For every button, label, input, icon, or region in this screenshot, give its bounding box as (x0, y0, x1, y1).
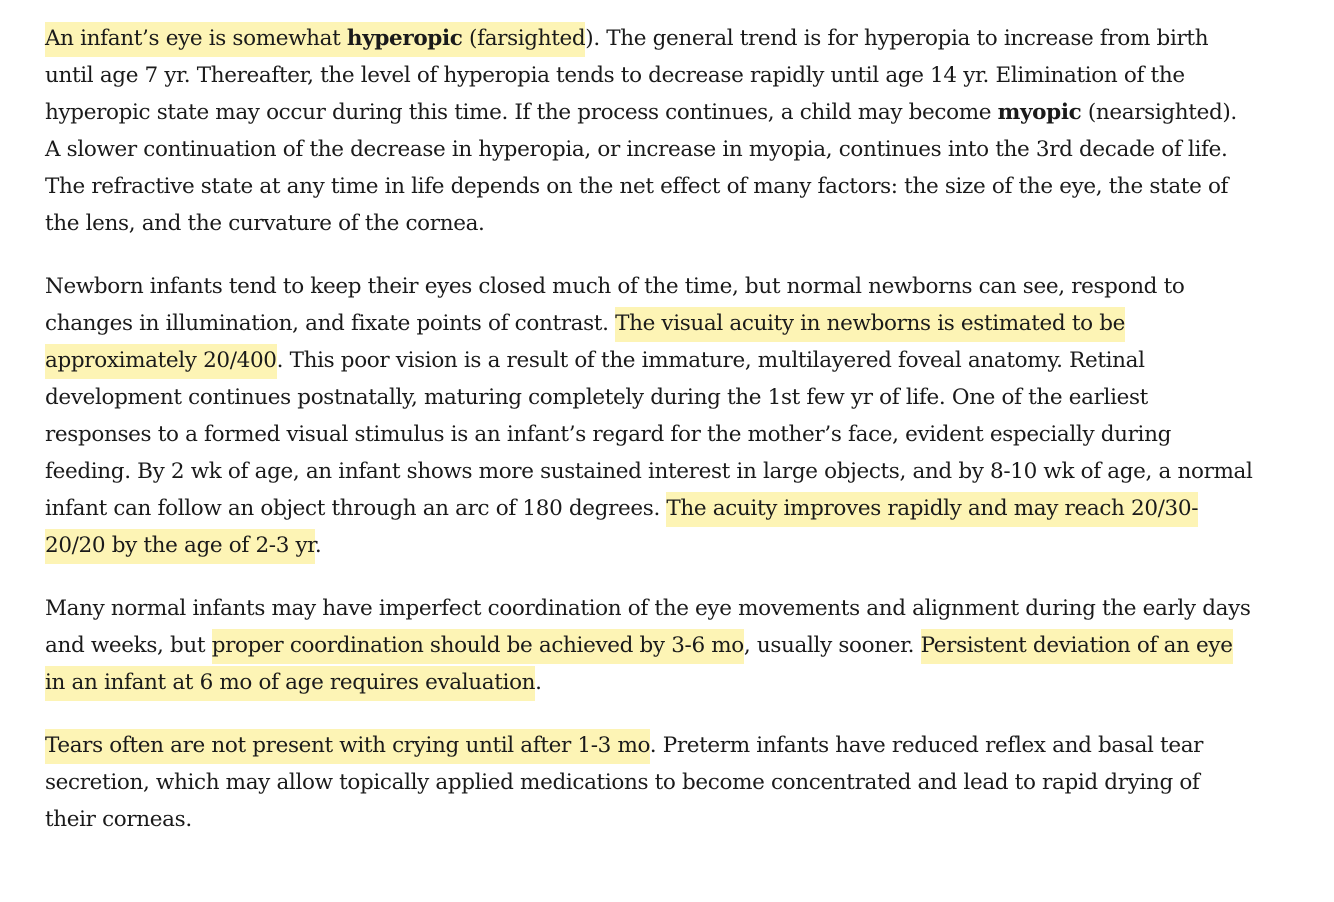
body-text: (nearsighted). A slower continuation of the decrease in hyperopia, or increase in myopia, continues into the 3rd decade of life. The refractive state at any time in life depends on the net effect of many factors: the size of the eye, the state of the lens, and the curvature of the cornea. (45, 100, 1237, 236)
highlighted-text[interactable]: Tears often are not present with crying until after 1-3 mo (45, 729, 650, 764)
highlighted-text[interactable]: Persistent deviation of an eye in an infant at 6 mo of age requires evaluation (45, 629, 1233, 701)
body-text: . (535, 670, 542, 695)
highlighted-text[interactable]: The visual acuity in newborns is estimated to be approximately 20/400 (45, 307, 1125, 379)
body-text: . This poor vision is a result of the immature, multilayered foveal anatomy. Retinal development continues postnatally, maturing completely during the 1st few yr of life. One of the earliest responses to a formed visual stimulus is an infant’s regard for the mother’s face, evident especially during feeding. By 2 wk of age, an infant shows more sustained interest in large objects, and by 8-10 wk of age, a normal infant can follow an object through an arc of 180 degrees. (45, 348, 1253, 521)
body-text: Newborn infants tend to keep their eyes closed much of the time, but normal newborns can see, respond to changes in illumination, and fixate points of contrast. (45, 274, 1185, 336)
bold-term-myopic: myopic (997, 100, 1082, 125)
body-text: ). The general trend is for hyperopia to increase from birth until age 7 yr. Thereafter, the level of hyperopia tends to decrease rapidly until age 14 yr. Elimination of the hyperopic state may occur during this time. If the process continues, a child may become (45, 26, 1209, 125)
body-text: . (314, 533, 322, 558)
body-text: . Preterm infants have reduced reflex and basal tear secretion, which may allow topically applied medications to become concentrated and lead to rapid drying of their corneas. (45, 733, 1204, 832)
paragraph-coordination (45, 590, 1255, 701)
document-body (45, 20, 1255, 864)
highlighted-text[interactable]: An infant’s eye is somewhat (45, 22, 347, 57)
bold-term-hyperopic: hyperopic (346, 26, 463, 51)
paragraph-visual-acuity (45, 268, 1255, 564)
body-text: , usually sooner. (743, 633, 921, 658)
body-text: Many normal infants may have imperfect coordination of the eye movements and alignment during the early days and weeks, but (45, 596, 1251, 658)
paragraph-tears (45, 727, 1255, 838)
highlighted-text[interactable]: The acuity improves rapidly and may reach 20/30-20/20 by the age of 2-3 yr (45, 492, 1198, 564)
highlighted-text[interactable]: proper coordination should be achieved by 3-6 mo (212, 629, 744, 664)
paragraph-refraction (45, 20, 1255, 242)
highlighted-text[interactable]: (farsighted (463, 22, 586, 57)
highlighted-text[interactable] (347, 22, 463, 57)
